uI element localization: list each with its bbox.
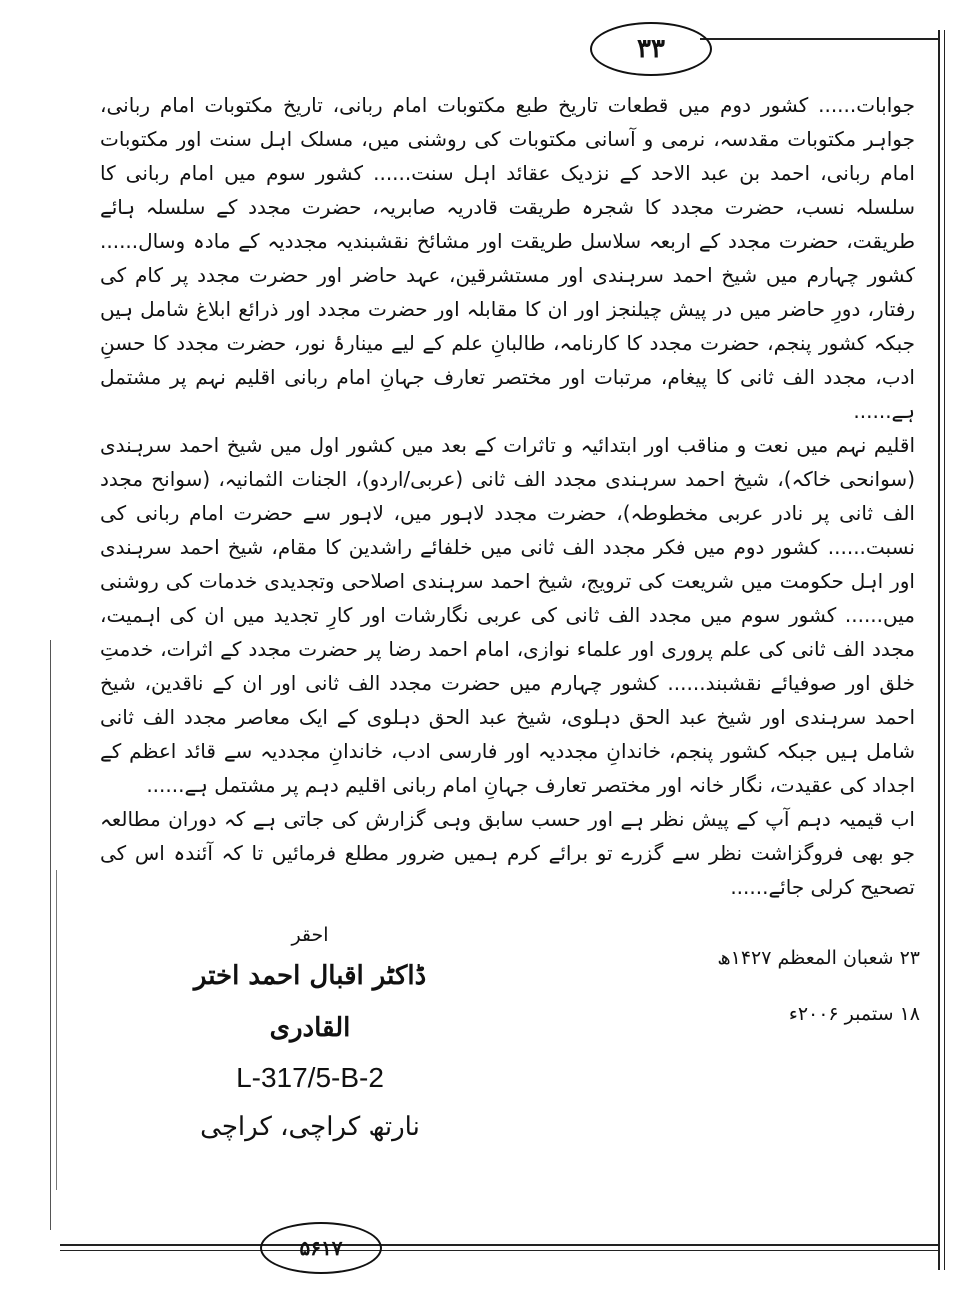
- bottom-border-line: [60, 1244, 940, 1246]
- paragraph-1: جوابات...... کشور دوم میں قطعات تاریخ طبع مکتوبات امام ربانی، تاریخ مکتوبات امام ربانی، جواہر مکتوبات مقدسہ، نرمی و آسانی مکتوبات کی روشنی میں، مسلک اہل سنت اور مکتوبات امام ربانی، احمد بن عبد الاحد کے نزدیک عقائد اہل سنت...... کشور سوم میں امام ربانی کا سلسلہ نسب، حضرت مجدد کا شجرہ طریقت قادریہ صابریہ، حضرت مجدد کے سلسلہ ہائے طریقت، حضرت مجدد کے اربعہ سلاسل طریقت اور مشائخ نقشبندیہ مجددیہ کے مادہ وسال...... کشور چہارم میں شیخ احمد سرہندی اور مستشرقین، عہد حاضر اور حضرت مجدد پر کام کی رفتار، دورِ حاضر میں در پیش چیلنجز اور ان کا مقابلہ اور حضرت مجدد اور ذرائع ابلاغ شامل ہیں جبکہ کشور پنجم، حضرت مجدد کا کارنامہ، طالبانِ علم کے لیے مینارۂ نور، حضرت مجدد کا حسنِ ادب، مجدد الف ثانی کا پیغام، مرتبات اور مختصر تعارف جہانِ امام ربانی اقلیم نہم پر مشتمل ہے......: [100, 93, 916, 423]
- top-border-line: [700, 38, 940, 40]
- signature-block: [150, 920, 470, 1152]
- left-border-fragment: [50, 640, 51, 1230]
- address-code: L-317/5-B-2: [236, 1062, 384, 1093]
- right-border-line: [938, 30, 940, 1270]
- paragraph-2: اقلیم نہم میں نعت و مناقب اور ابتدائیہ و تاثرات کے بعد میں کشور اول میں شیخ احمد سرہندی (سوانحی خاکہ)، شیخ احمد سرہندی مجدد الف ثانی (عربی/اردو)، الجنات الثمانیہ، (سوانح مجدد الف ثانی پر نادر عربی مخطوطہ)، حضرت مجدد لاہور میں، لاہور سے حضرت امام ربانی کی نسبت...... کشور دوم میں فکر مجدد الف ثانی میں خلفائے راشدین کا مقام، شیخ احمد سرہندی اور اہل حکومت میں شریعت کی ترویج، شیخ احمد سرہندی اصلاحی وتجدیدی خدمات کی روشنی میں...... کشور سوم میں مجدد الف ثانی کی عربی نگارشات اور کارِ تجدید میں ان کی اہمیت، مجدد الف ثانی کی علم پروری اور علماء نوازی، امام احمد رضا پر حضرت مجدد کے اثرات، خدمتِ خلق اور صوفیائے نقشبند...... کشور چہارم میں حضرت مجدد الف ثانی اور ان کے ناقدین، شیخ احمد سرہندی اور شیخ عبد الحق دہلوی، شیخ عبد الحق دہلوی کے ایک معاصر مجدد الف ثانی شامل ہیں جبکہ کشور پنجم، خاندانِ مجددیہ اور فارسی ادب، خاندانِ مجددیہ سے قائد اعظم کے اجداد کی عقیدت، نگار خانہ اور مختصر تعارف جہانِ امام ربانی اقلیم دہم پر مشتمل ہے......: [100, 433, 915, 797]
- hijri-date: ۲۳ شعبان المعظم ۱۴۲۷ھ: [717, 947, 920, 969]
- bottom-border-line-inner: [60, 1250, 940, 1251]
- author-city: نارتھ کراچی، کراچی: [200, 1112, 420, 1142]
- signature-label: احقر: [291, 924, 329, 946]
- left-border-fragment-inner: [56, 870, 57, 1190]
- body-text: [100, 88, 915, 904]
- author-name: ڈاکٹر اقبال احمد اختر القادری: [193, 961, 427, 1043]
- right-border-line-inner: [944, 30, 945, 1270]
- page-number-top: ۳۳: [590, 22, 712, 76]
- paragraph-3: اب قیمیہ دہم آپ کے پیش نظر ہے اور حسب سابق وہی گزارش کی جاتی ہے کہ دوران مطالعہ جو بھی فروگزاشت نظر سے گزرے تو برائے کرم ہمیں ضرور مطلع فرمائیں تا کہ آئندہ اس کی تصحیح کرلی جائے......: [100, 807, 915, 899]
- gregorian-date: ۱۸ ستمبر ۲۰۰۶ء: [788, 1003, 920, 1025]
- page-number-bottom: ۵۶۱۷: [260, 1222, 382, 1274]
- date-block: [560, 930, 920, 1042]
